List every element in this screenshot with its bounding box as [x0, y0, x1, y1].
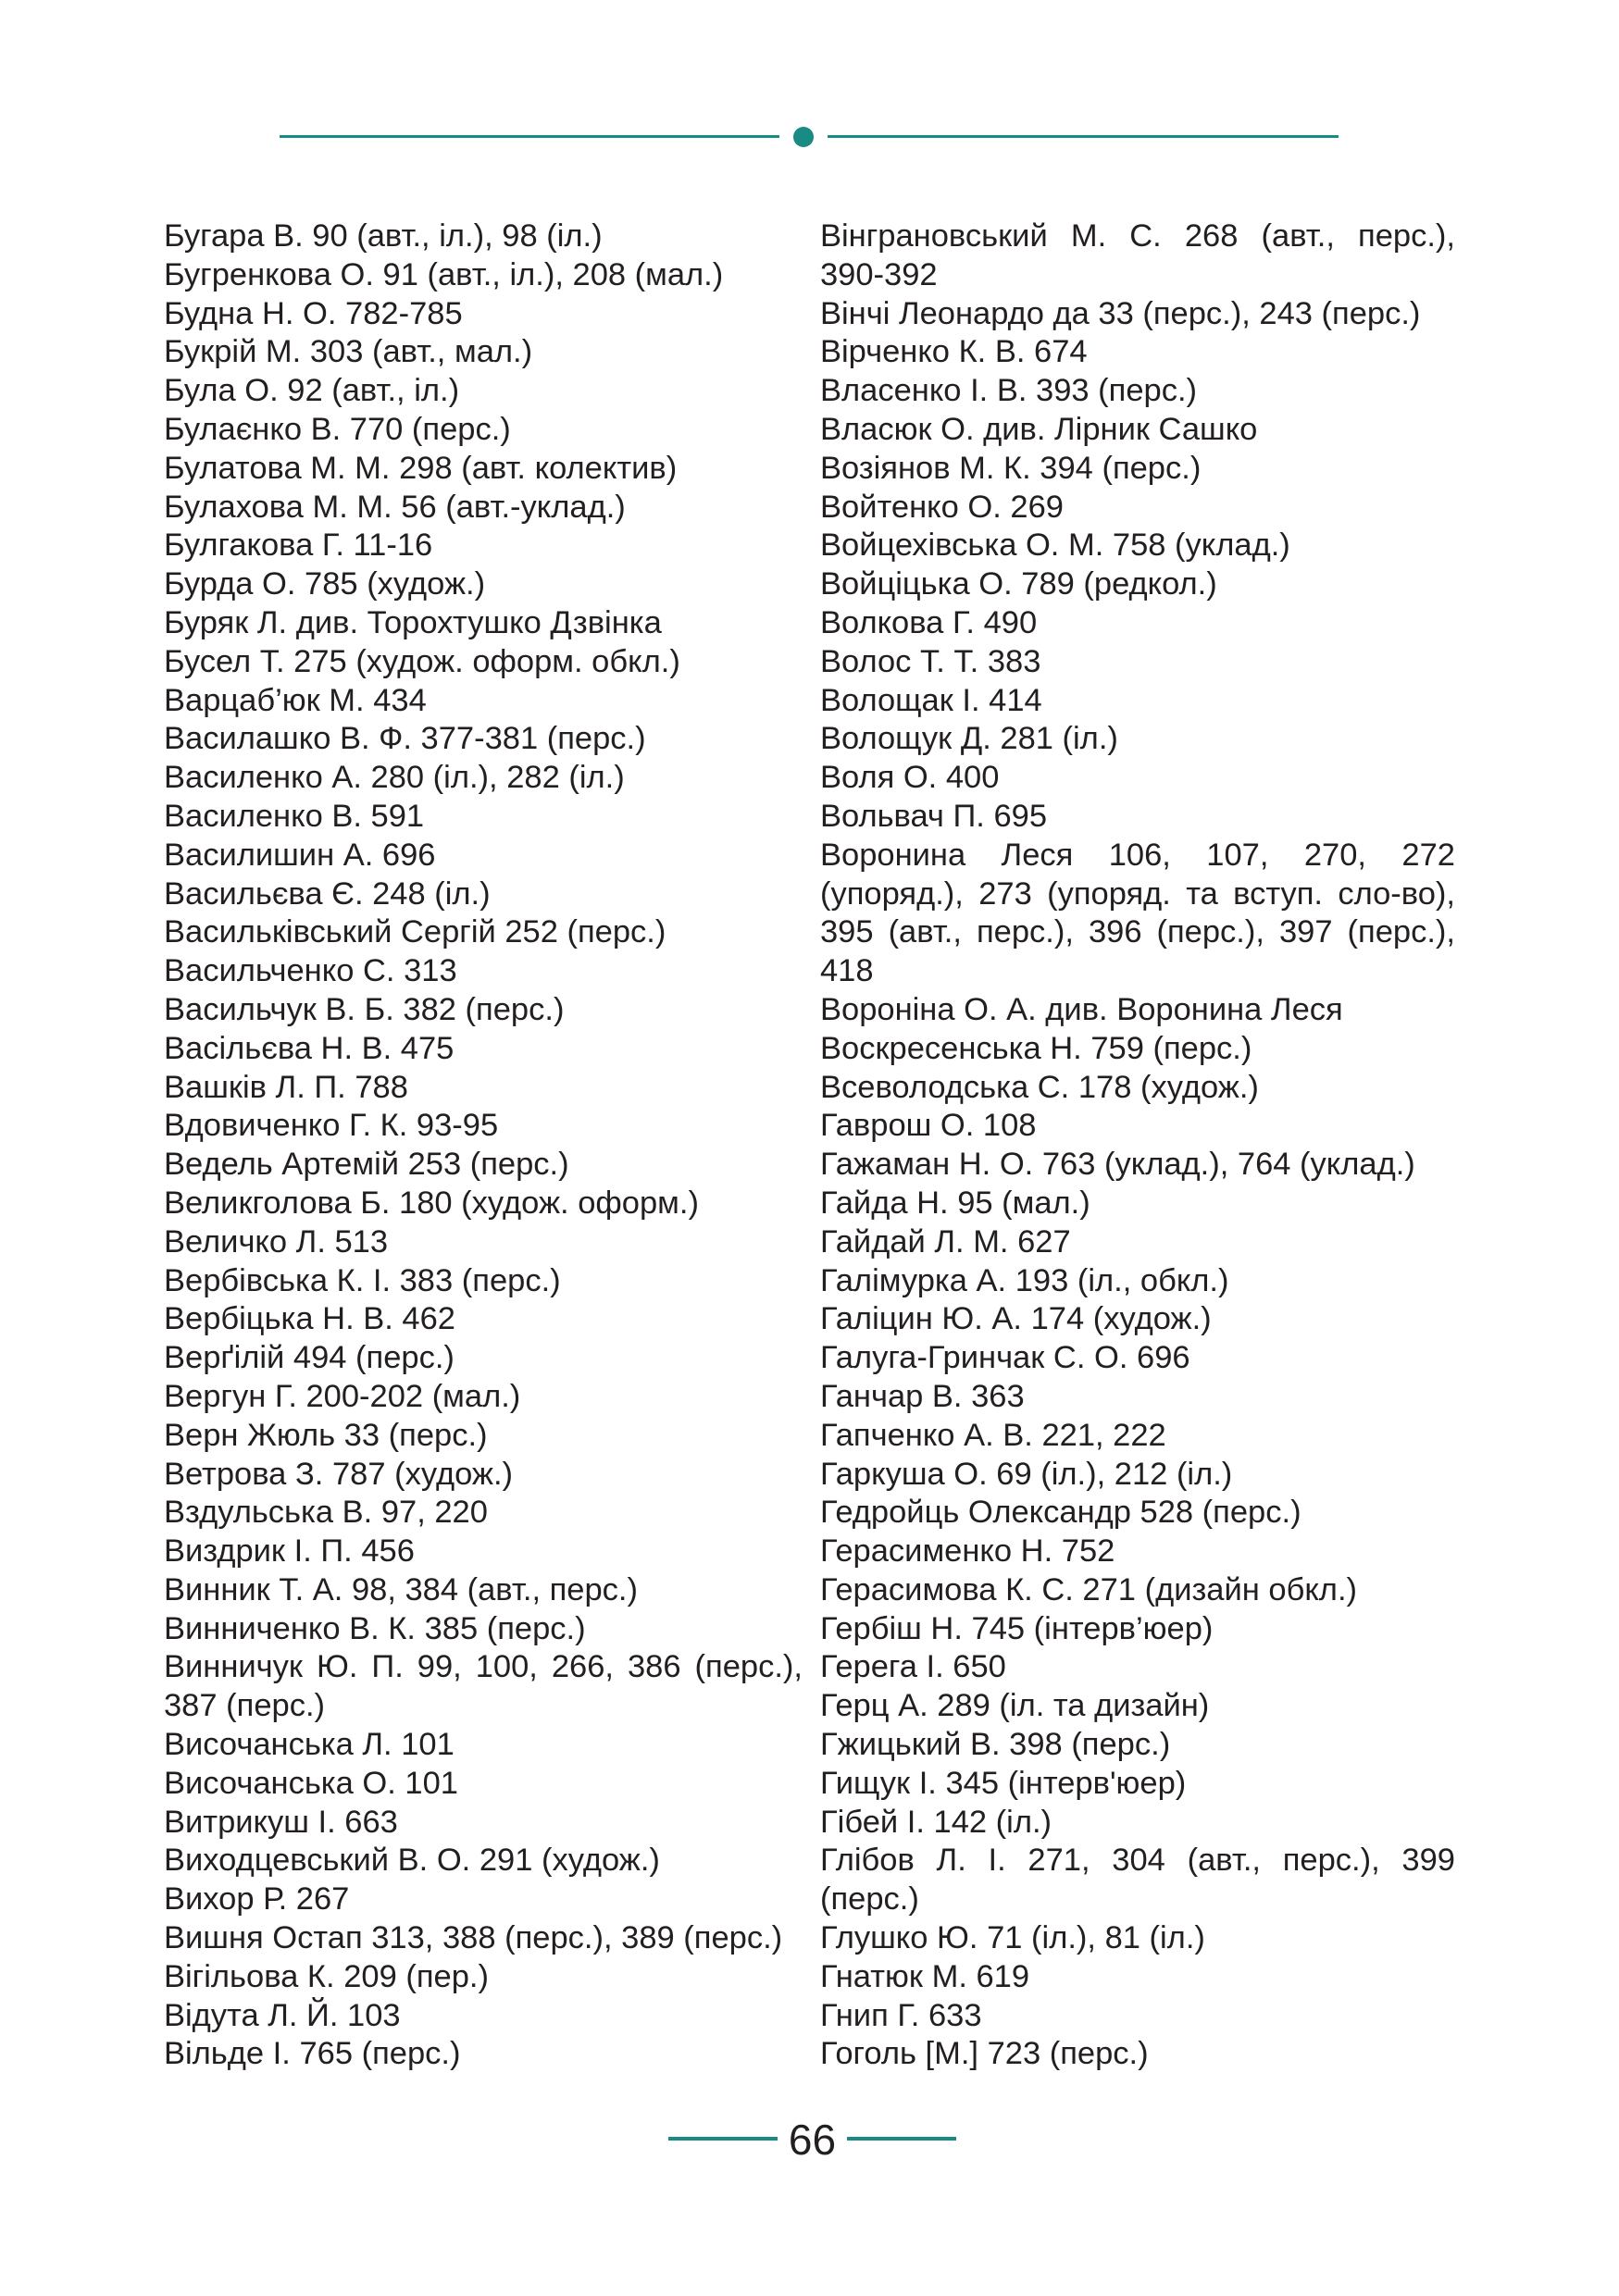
index-entry: Войціцька О. 789 (редкол.)	[820, 566, 1217, 602]
footer-rule-right	[847, 2137, 956, 2141]
index-entry: Гаркуша О. 69 (іл.), 212 (іл.)	[820, 1456, 1233, 1492]
index-entry: Гайдай Л. М. 627	[820, 1223, 1071, 1260]
index-entry: Вірченко К. В. 674	[820, 334, 1088, 370]
index-entry: Васильєва Є. 248 (іл.)	[164, 875, 491, 912]
index-entry: Бугренкова О. 91 (авт., іл.), 208 (мал.)	[164, 256, 724, 292]
index-entry: Гаврош О. 108	[820, 1108, 1037, 1144]
index-entry: Відута Л. Й. 103	[164, 1997, 401, 2033]
index-entry: Войтенко О. 269	[820, 489, 1064, 525]
index-entry: Васильківський Сергій 252 (перс.)	[164, 914, 666, 950]
index-entry: Винник Т. А. 98, 384 (авт., перс.)	[164, 1571, 638, 1607]
index-entry: Виздрик І. П. 456	[164, 1533, 415, 1570]
index-entry: Власюк О. див. Лірник Сашко	[820, 411, 1258, 447]
index-entry: Вігільова К. 209 (пер.)	[164, 1958, 489, 1994]
header-rule-left	[280, 135, 779, 138]
index-entry: Васільєва Н. В. 475	[164, 1030, 455, 1066]
index-entry: Вільде І. 765 (перс.)	[164, 2036, 461, 2072]
index-entry: Василенко В. 591	[164, 798, 425, 834]
index-entry: Гжицький В. 398 (перс.)	[820, 1727, 1171, 1763]
index-entry: Буряк Л. див. Торохтушко Дзвінка	[164, 604, 662, 640]
index-entry: Гоголь [М.] 723 (перс.)	[820, 2036, 1149, 2072]
index-entry: Винниченко В. К. 385 (перс.)	[164, 1610, 586, 1646]
index-entry: Воскресенська Н. 759 (перс.)	[820, 1030, 1252, 1066]
index-entry: Гедройць Олександр 528 (перс.)	[820, 1495, 1301, 1531]
index-entry: Гербіш Н. 745 (інтерв’юер)	[820, 1610, 1214, 1646]
index-entry: Глушко Ю. 71 (іл.), 81 (іл.)	[820, 1920, 1205, 1956]
index-entry: Винничук Ю. П. 99, 100, 266, 386 (перс.), 387 (перс.)	[164, 1649, 803, 1724]
index-entry: Власенко І. В. 393 (перс.)	[820, 373, 1198, 409]
index-entry: Вихор Р. 267	[164, 1881, 350, 1917]
index-entry: Гнатюк М. 619	[820, 1958, 1030, 1994]
index-entry: Волос Т. Т. 383	[820, 643, 1041, 679]
index-entry: Бурда О. 785 (худож.)	[164, 566, 486, 602]
index-entry: Волощук Д. 281 (іл.)	[820, 721, 1118, 757]
header-dot-ornament	[793, 127, 814, 147]
index-entry: Величко Л. 513	[164, 1223, 389, 1260]
index-entry: Глібов Л. І. 271, 304 (авт., перс.), 399 (перс.)	[820, 1843, 1455, 1917]
index-column-right	[820, 217, 1455, 2074]
index-entry: Васильчук В. Б. 382 (перс.)	[164, 991, 565, 1027]
index-entry: Вольвач П. 695	[820, 798, 1048, 834]
index-entry: Вербіцька Н. В. 462	[164, 1301, 455, 1337]
index-entry: Вишня Остап 313, 388 (перс.), 389 (перс.)	[164, 1920, 783, 1956]
index-entry: Витрикуш І. 663	[164, 1804, 398, 1840]
page-footer	[0, 2112, 1619, 2167]
index-entry: Верн Жюль 33 (перс.)	[164, 1417, 488, 1453]
index-entry: Вербівська К. І. 383 (перс.)	[164, 1262, 561, 1298]
index-entry: Герц А. 289 (іл. та дизайн)	[820, 1688, 1210, 1724]
index-entry: Вінграновський М. С. 268 (авт., перс.), 390-392	[820, 218, 1455, 292]
index-entry: Гайда Н. 95 (мал.)	[820, 1185, 1090, 1221]
index-entry: Вороніна О. А. див. Воронина Леся	[820, 991, 1343, 1027]
index-entry: Галуга-Гринчак С. О. 696	[820, 1340, 1190, 1376]
index-entry: Ганчар В. 363	[820, 1378, 1025, 1414]
index-entry: Була О. 92 (авт., іл.)	[164, 373, 460, 409]
index-entry: Войцехівська О. М. 758 (уклад.)	[820, 527, 1290, 564]
index-entry: Букрій М. 303 (авт., мал.)	[164, 334, 533, 370]
index-entry: Герасименко Н. 752	[820, 1533, 1115, 1570]
index-entry: Ведель Артемій 253 (перс.)	[164, 1147, 569, 1183]
index-entry: Вашків Л. П. 788	[164, 1069, 408, 1105]
index-entry: Василенко А. 280 (іл.), 282 (іл.)	[164, 760, 625, 796]
index-entry: Височанська О. 101	[164, 1765, 458, 1801]
index-entry: Возіянов М. К. 394 (перс.)	[820, 450, 1202, 486]
index-entry: Гажаман Н. О. 763 (уклад.), 764 (уклад.)	[820, 1147, 1415, 1183]
index-entry: Булатова М. М. 298 (авт. колектив)	[164, 450, 678, 486]
index-entry: Галіцин Ю. А. 174 (худож.)	[820, 1301, 1212, 1337]
index-entry: Гищук І. 345 (інтерв'юер)	[820, 1765, 1187, 1801]
index-entry: Булахова М. М. 56 (авт.-уклад.)	[164, 489, 626, 525]
index-entry: Всеволодська С. 178 (худож.)	[820, 1069, 1259, 1105]
index-entry: Бугара В. 90 (авт., іл.), 98 (іл.)	[164, 218, 603, 254]
index-entry: Булаєнко В. 770 (перс.)	[164, 411, 511, 447]
index-entry: Будна Н. О. 782-785	[164, 295, 463, 331]
index-entry: Вдовиченко Г. К. 93-95	[164, 1108, 499, 1144]
index-entry: Виходцевський В. О. 291 (худож.)	[164, 1843, 660, 1879]
index-entry: Гапченко А. В. 221, 222	[820, 1417, 1166, 1453]
index-entry: Волкова Г. 490	[820, 604, 1038, 640]
index-entry: Василишин А. 696	[164, 837, 436, 873]
index-entry: Вергун Г. 200-202 (мал.)	[164, 1378, 521, 1414]
index-entry: Васильченко С. 313	[164, 953, 457, 989]
index-entry: Варцаб’юк М. 434	[164, 682, 427, 718]
index-entry: Бусел Т. 275 (худож. оформ. обкл.)	[164, 643, 680, 679]
header-ornament	[0, 130, 1619, 144]
header-rule-right	[828, 135, 1339, 138]
index-entry: Воронина Леся 106, 107, 270, 272 (упоряд.), 273 (упоряд. та вступ. сло-во), 395 (авт., перс.), 396 (перс.), 397 (перс.), 418	[820, 837, 1455, 989]
index-entry: Вінчі Леонардо да 33 (перс.), 243 (перс.)	[820, 295, 1421, 331]
index-entry: Галімурка А. 193 (іл., обкл.)	[820, 1262, 1229, 1298]
index-entry: Ветрова З. 787 (худож.)	[164, 1456, 514, 1492]
index-entry: Височанська Л. 101	[164, 1727, 455, 1763]
index-entry: Герасимова К. С. 271 (дизайн обкл.)	[820, 1571, 1358, 1607]
page-number: 66	[788, 2116, 837, 2164]
index-entry: Вздульська В. 97, 220	[164, 1495, 488, 1531]
index-entry: Воля О. 400	[820, 760, 1000, 796]
index-entry: Гібей І. 142 (іл.)	[820, 1804, 1052, 1840]
index-entry: Гнип Г. 633	[820, 1997, 982, 2033]
index-entry: Герега І. 650	[820, 1649, 1006, 1685]
index-entry: Волощак І. 414	[820, 682, 1042, 718]
index-entry: Булгакова Г. 11-16	[164, 527, 433, 564]
footer-rule-left	[668, 2137, 778, 2141]
index-entry: Великголова Б. 180 (худож. оформ.)	[164, 1185, 699, 1221]
index-column-left	[164, 217, 803, 2074]
index-entry: Василашко В. Ф. 377-381 (перс.)	[164, 721, 646, 757]
index-entry: Верґілій 494 (перс.)	[164, 1340, 455, 1376]
